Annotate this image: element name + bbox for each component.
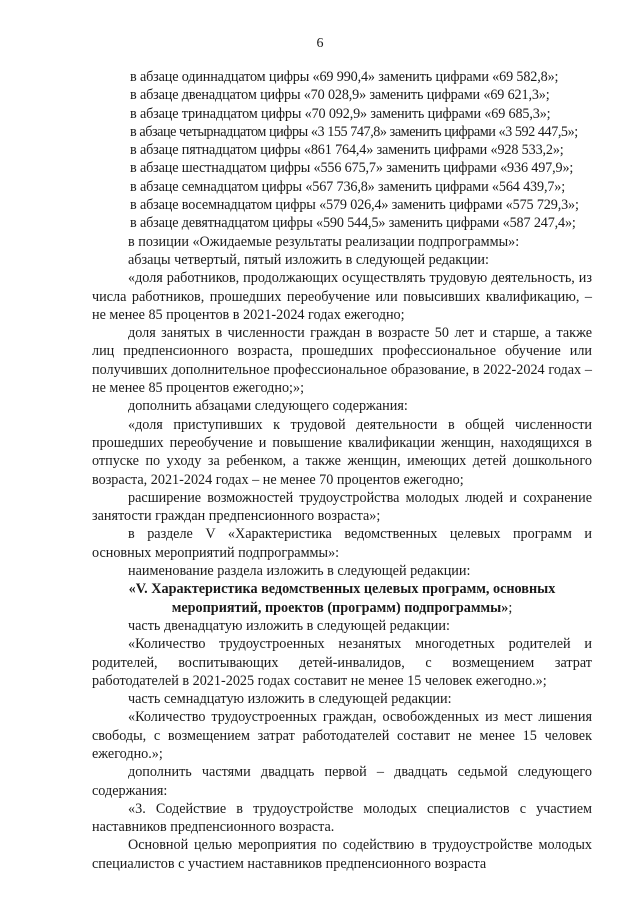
paragraph: дополнить абзацами следующего содержания: [128,398,408,415]
amendment-line: в абзаце девятнадцатом цифры «590 544,5» заменить цифрами «587 247,4»; [130,215,576,232]
amendment-line: в абзаце четырнадцатом цифры «3 155 747,8» заменить цифрами «3 592 447,5»; [130,123,578,140]
amendment-line: в абзаце семнадцатом цифры «567 736,8» заменить цифрами «564 439,7»; [130,178,566,195]
page-number: 6 [316,36,324,51]
paragraph: расширение возможностей трудоустройства молодых людей и сохранение занятости граждан предпенсионного возраста»; [92,489,592,525]
section-heading [92,580,592,617]
amendment-line: в абзаце двенадцатом цифры «70 028,9» заменить цифрами «69 621,3»; [130,87,550,104]
amendment-line: в абзаце пятнадцатом цифры «861 764,4» заменить цифрами «928 533,2»; [130,142,564,159]
paragraph: в разделе V «Характеристика ведомственных целевых программ и основных мероприятий подпрограммы»: [92,526,592,561]
section-heading-text: «V. Характеристика ведомственных целевых программ, основных мероприятий, проектов (программ) подпрограммы» [128,581,556,616]
paragraph: «3. Содействие в трудоустройстве молодых специалистов с участием наставников предпенсионного возраста. [92,800,592,836]
paragraph: «доля работников, продолжающих осуществлять трудовую деятельность, из числа работников, прошедших переобучение или повысивших квалификацию, – не менее 85 процентов в 2021-2024 годах ежегодно; [92,270,592,323]
amendment-line: в абзаце тринадцатом цифры «70 092,9» заменить цифрами «69 685,3»; [130,105,551,122]
paragraph: «Количество трудоустроенных незанятых многодетных родителей и родителей, воспитывающих детей-инвалидов, с возмещением затрат работодателей в 2021-2025 годах составит не менее 15 человек ежегодно.»; [92,636,592,689]
paragraph: доля занятых в численности граждан в возрасте 50 лет и старше, а также лиц предпенсионного возраста, прошедших профессиональное обучение или получивших дополнительное профессиональное образование, в 2022-2024 годах – не менее 85 процентов ежегодно;»; [92,325,592,397]
amendment-line: в абзаце восемнадцатом цифры «579 026,4» заменить цифрами «575 729,3»; [130,197,579,214]
amendment-line: в абзаце одиннадцатом цифры «69 990,4» заменить цифрами «69 582,8»; [130,69,559,85]
paragraph: «Количество трудоустроенных граждан, освобожденных из мест лишения свободы, с возмещением затрат работодателей составит не менее 15 человек ежегодно.»; [92,709,592,762]
paragraph: в позиции «Ожидаемые результаты реализации подпрограммы»: [128,233,520,250]
paragraph: Основной целью мероприятия по содействию в трудоустройстве молодых специалистов с участием наставников предпенсионного возраста [92,837,592,872]
paragraph: наименование раздела изложить в следующей редакции: [128,563,471,580]
paragraph: часть семнадцатую изложить в следующей редакции: [128,691,452,708]
paragraph: дополнить частями двадцать первой – двадцать седьмой следующего содержания: [92,764,592,799]
paragraph: часть двенадцатую изложить в следующей редакции: [128,617,450,634]
paragraph: абзацы четвертый, пятый изложить в следующей редакции: [128,251,489,268]
amendment-line: в абзаце шестнадцатом цифры «556 675,7» заменить цифрами «936 497,9»; [130,160,574,177]
document-body [92,68,592,873]
section-heading-tail: ; [508,599,513,616]
paragraph: «доля приступивших к трудовой деятельности в общей численности прошедших переобучение и повышение квалификации женщин, находящихся в отпуске по уходу за ребенком, а также женщин, имеющих детей дошкольного возраста, 2021-2024 годах – не менее 70 процентов ежегодно; [92,416,592,488]
